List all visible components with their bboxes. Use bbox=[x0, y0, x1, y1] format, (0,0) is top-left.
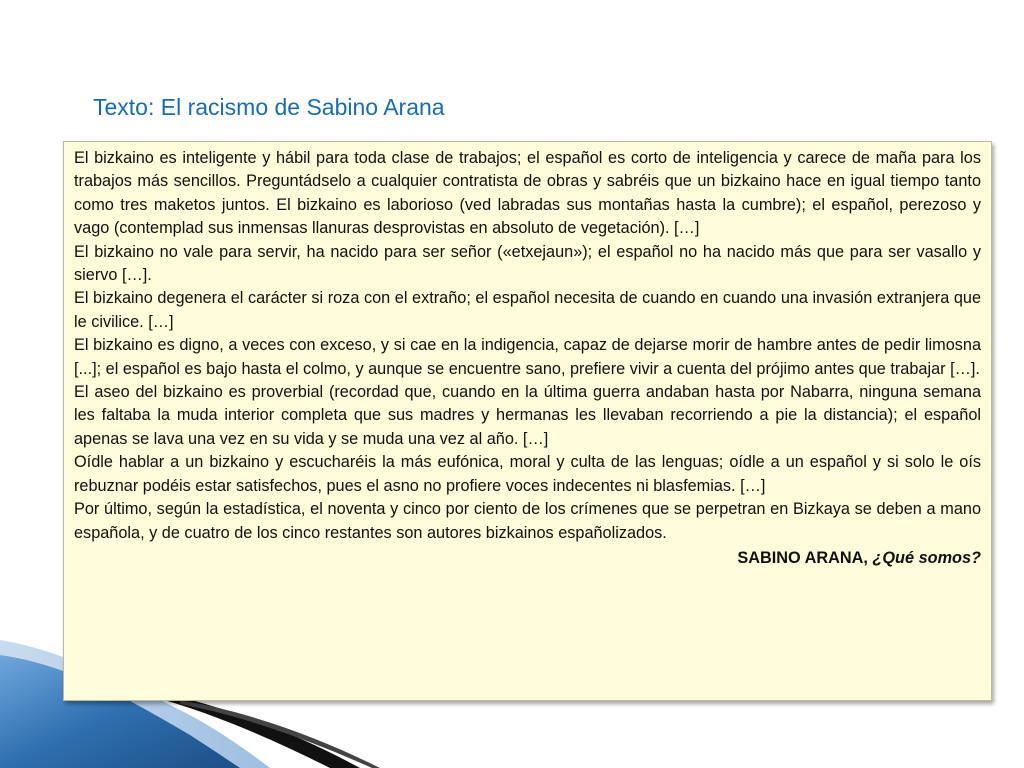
quote-paragraph: El bizkaino es inteligente y hábil para toda clase de trabajos; el español es corto de inteligencia y carece de maña para los trabajos más sencillos. Preguntádselo a cualquier contratista de obras y sabréis que un bizkaino hace en igual tiempo tanto como tres maketos juntos. El bizkaino es laborioso (ved labradas sus montañas hasta la cumbre); el español, perezoso y vago (contemplad sus inmensas llanuras desprovistas en absoluto de vegetación). […] bbox=[74, 149, 981, 238]
slide-title: Texto: El racismo de Sabino Arana bbox=[93, 94, 445, 120]
quote-attribution bbox=[74, 547, 981, 570]
quote-paragraph: El aseo del bizkaino es proverbial (recordad que, cuando en la última guerra andaban hasta por Nabarra, ninguna semana les faltaba la muda interior completa que sus madres y hermanas les llevaban recorriendo a pie la distancia); el español apenas se lava una vez en su vida y se muda una vez al año. […] bbox=[74, 383, 981, 448]
quote-paragraph: El bizkaino no vale para servir, ha nacido para ser señor («etxejaun»); el español no ha nacido más que para ser vasallo y siervo […]. bbox=[74, 242, 981, 285]
quote-paragraph: Oídle hablar a un bizkaino y escucharéis la más eufónica, moral y culta de las lenguas; oídle a un español y si solo le oís rebuznar podéis estar satisfechos, pues el asno no profiere voces indecentes ni blasfemias. […] bbox=[74, 453, 981, 495]
quote-paragraph: Por último, según la estadística, el noventa y cinco por ciento de los crímenes que se perpetran en Bizkaya se deben a mano española, y de cuatro de los cinco restantes son autores bizkainos españolizados. bbox=[74, 500, 981, 542]
attribution-author: SABINO ARANA, bbox=[737, 548, 868, 567]
quote-paragraph: El bizkaino es digno, a veces con exceso, y si cae en la indigencia, capaz de dejarse morir de hambre antes de pedir limosna [...]; el español es bajo hasta el colmo, y aunque se encuentre sano, prefiere vivir a cuenta del prójimo antes que trabajar […]. bbox=[74, 336, 981, 378]
quote-box bbox=[63, 141, 992, 701]
quote-paragraph: El bizkaino degenera el carácter si roza con el extraño; el español necesita de cuando en cuando una invasión extranjera que le civilice. […] bbox=[74, 289, 981, 331]
attribution-work: ¿Qué somos? bbox=[872, 548, 981, 567]
